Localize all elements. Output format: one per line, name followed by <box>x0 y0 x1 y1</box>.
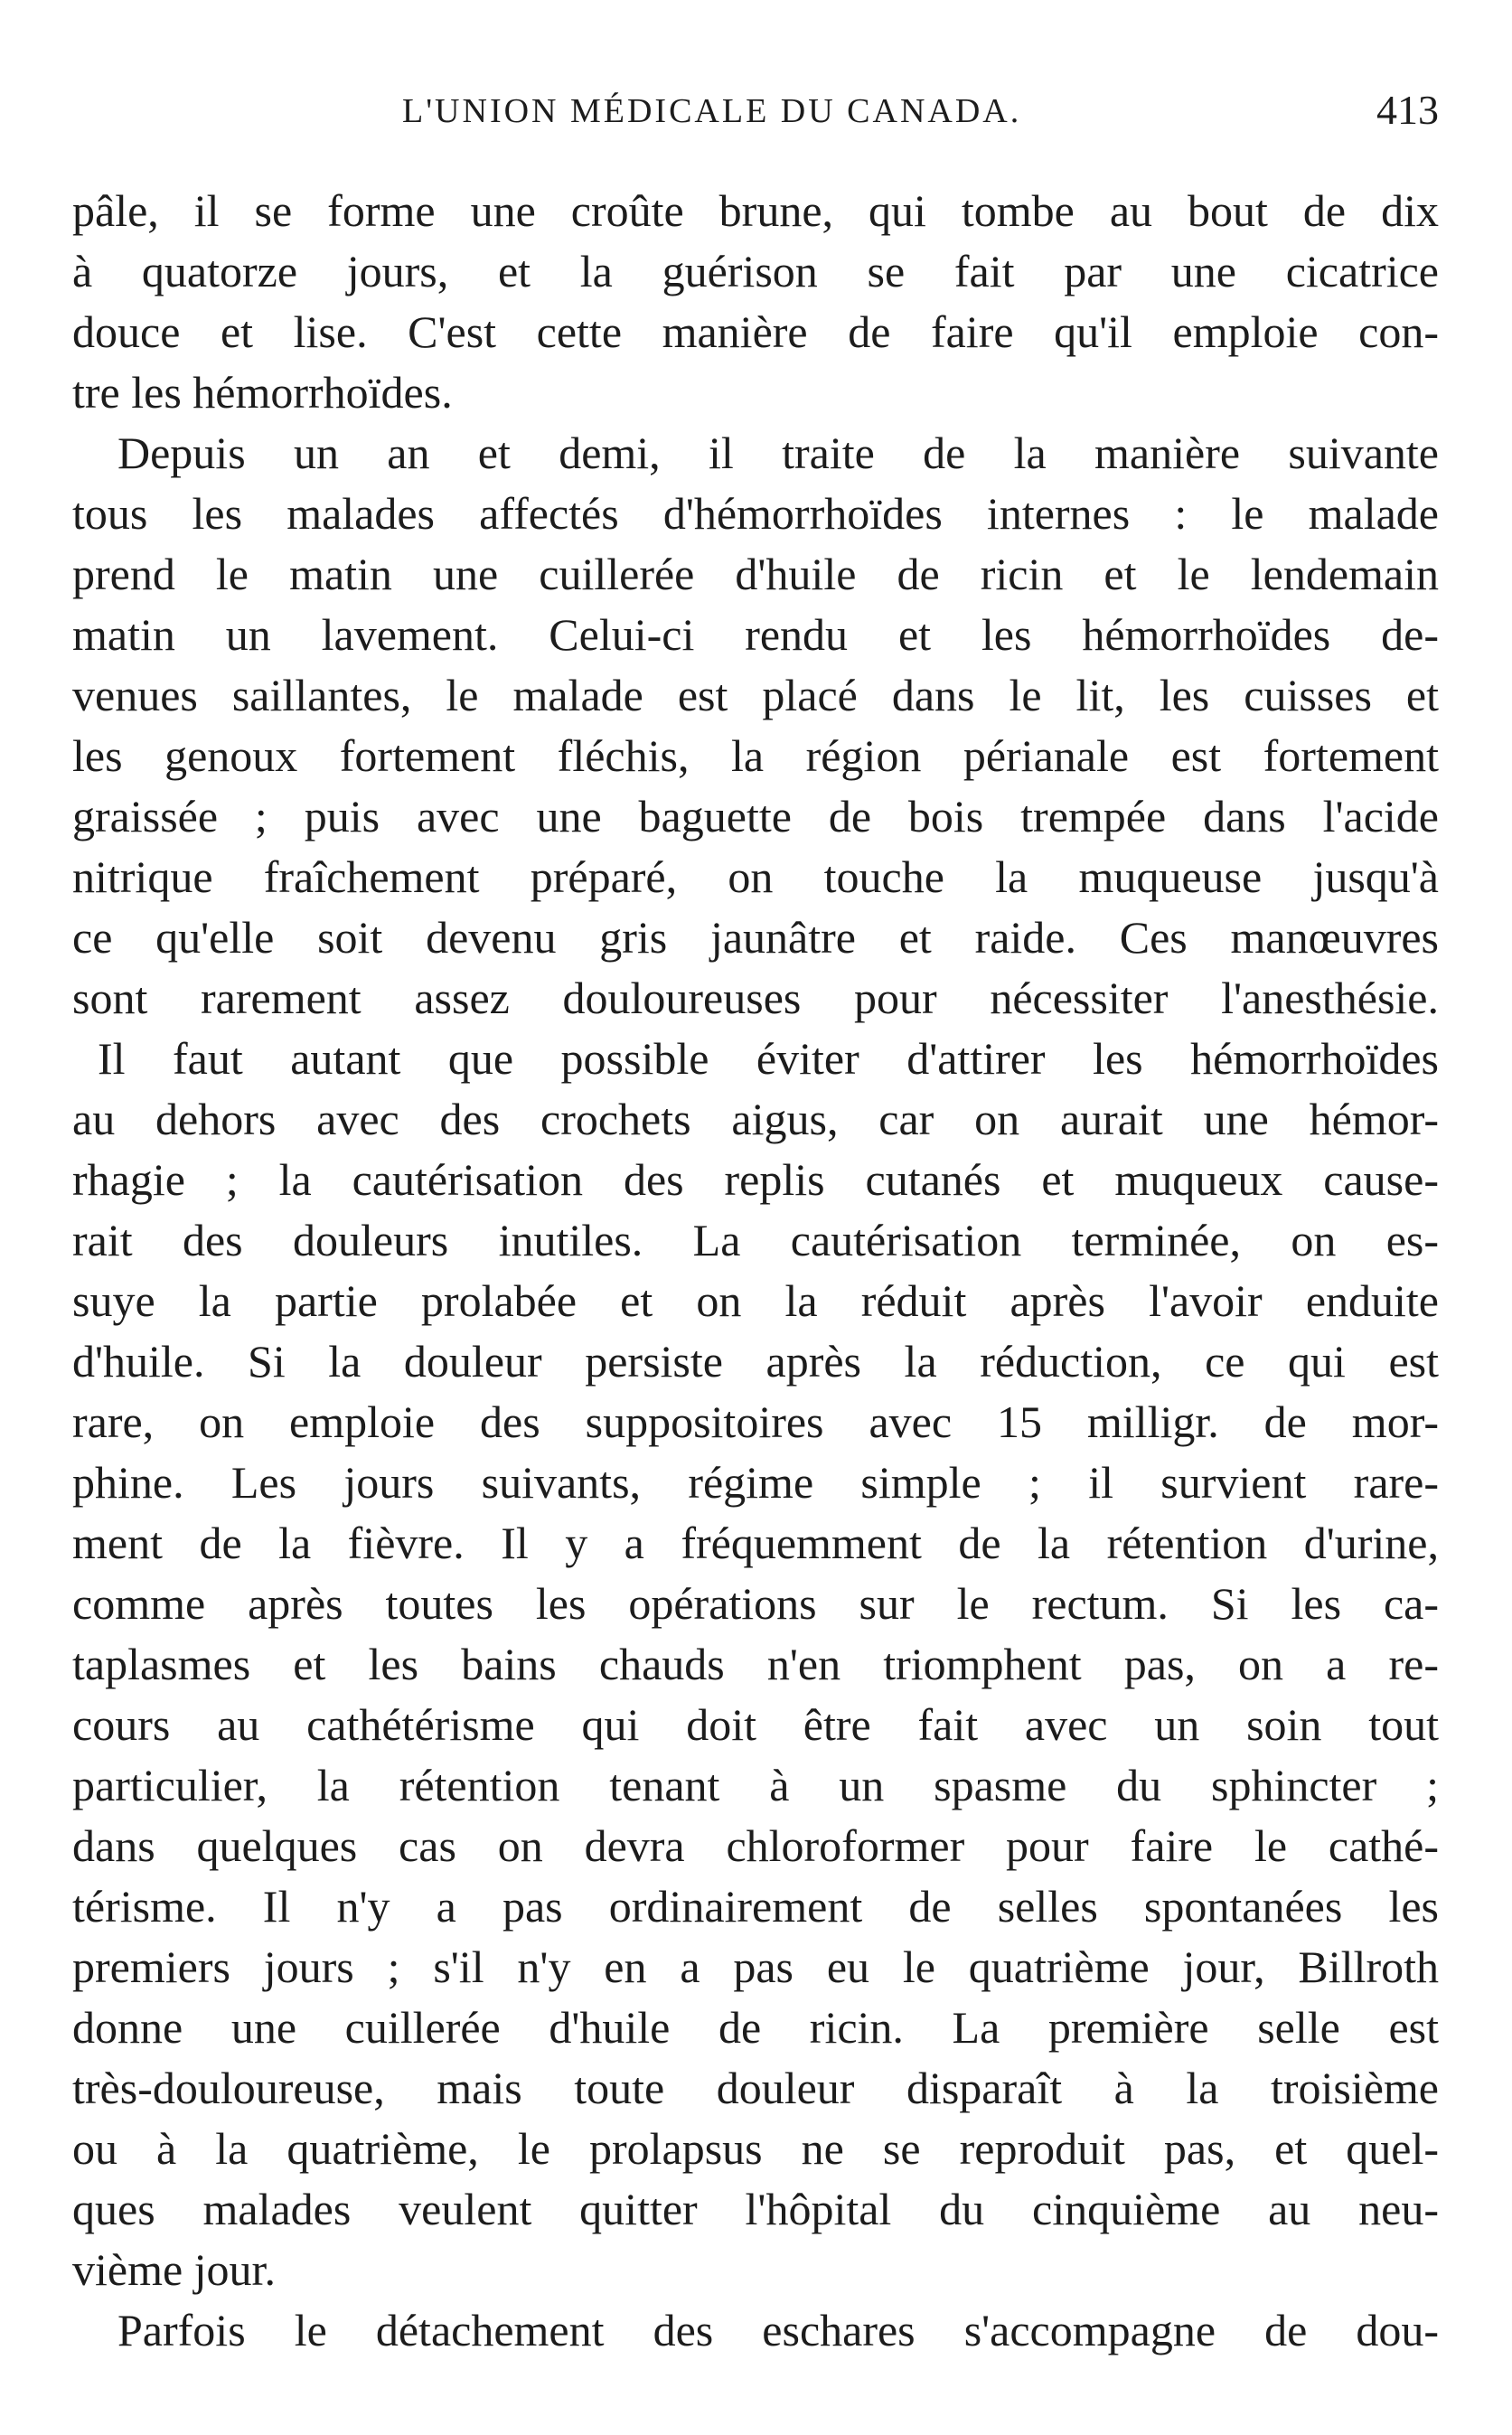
text-line: ou à la quatrième, le prolapsus ne se reproduit pas, et quel- <box>72 2123 1439 2174</box>
text-line: rhagie ; la cautérisation des replis cutanés et muqueux cause- <box>72 1154 1439 1205</box>
text-line: à quatorze jours, et la guérison se fait par une cicatrice <box>72 246 1439 296</box>
text-line: tous les malades affectés d'hémorrhoïdes internes : le malade <box>72 488 1439 539</box>
text-line: très-douloureuse, mais toute douleur disparaît à la troisième <box>72 2063 1439 2113</box>
text-line: ment de la fièvre. Il y a fréquemment de la rétention d'urine, <box>72 1518 1439 1568</box>
running-head <box>72 86 1439 140</box>
text-line: comme après toutes les opérations sur le rectum. Si les ca- <box>72 1578 1439 1629</box>
body-text <box>72 181 1439 2361</box>
text-line: prend le matin une cuillerée d'huile de ricin et le lendemain <box>72 549 1439 599</box>
text-line: les genoux fortement fléchis, la région périanale est fortement <box>72 730 1439 781</box>
text-line: ques malades veulent quitter l'hôpital du cinquième au neu- <box>72 2184 1439 2234</box>
text-line: tre les hémorrhoïdes. <box>72 367 453 418</box>
text-line: suye la partie prolabée et on la réduit après l'avoir enduite <box>72 1275 1439 1326</box>
text-line: taplasmes et les bains chauds n'en triomphent pas, on a re- <box>72 1639 1439 1689</box>
text-line: au dehors avec des crochets aigus, car on aurait une hémor- <box>72 1094 1439 1144</box>
text-line: particulier, la rétention tenant à un spasme du sphincter ; <box>72 1760 1439 1810</box>
journal-title: L'UNION MÉDICALE DU CANADA. <box>402 92 1022 130</box>
text-line: donne une cuillerée d'huile de ricin. La première selle est <box>72 2002 1439 2053</box>
text-line: douce et lise. C'est cette manière de faire qu'il emploie con- <box>72 306 1439 357</box>
text-line: Parfois le détachement des eschares s'accompagne de dou- <box>117 2305 1439 2355</box>
text-line: Il faut autant que possible éviter d'attirer les hémorrhoïdes <box>98 1033 1439 1084</box>
text-line: dans quelques cas on devra chloroformer pour faire le cathé- <box>72 1820 1439 1871</box>
text-line: pâle, il se forme une croûte brune, qui tombe au bout de dix <box>72 185 1439 236</box>
text-line: rare, on emploie des suppositoires avec 15 milligr. de mor- <box>72 1396 1439 1447</box>
text-line: rait des douleurs inutiles. La cautérisation terminée, on es- <box>72 1215 1439 1265</box>
text-line: sont rarement assez douloureuses pour nécessiter l'anesthésie. <box>72 973 1439 1023</box>
text-line: graissée ; puis avec une baguette de bois trempée dans l'acide <box>72 791 1439 841</box>
text-line: Depuis un an et demi, il traite de la manière suivante <box>117 428 1439 478</box>
text-line: nitrique fraîchement préparé, on touche la muqueuse jusqu'à <box>72 851 1439 902</box>
text-line: matin un lavement. Celui-ci rendu et les hémorrhoïdes de- <box>72 609 1439 660</box>
text-line: premiers jours ; s'il n'y en a pas eu le quatrième jour, Billroth <box>72 1941 1439 1992</box>
text-line: cours au cathétérisme qui doit être fait avec un soin tout <box>72 1699 1439 1750</box>
text-line: vième jour. <box>72 2244 276 2295</box>
text-line: venues saillantes, le malade est placé dans le lit, les cuisses et <box>72 670 1439 720</box>
text-line: térisme. Il n'y a pas ordinairement de selles spontanées les <box>72 1881 1439 1932</box>
text-line: d'huile. Si la douleur persiste après la réduction, ce qui est <box>72 1336 1439 1387</box>
page-number: 413 <box>1376 87 1439 133</box>
text-line: ce qu'elle soit devenu gris jaunâtre et raide. Ces manœuvres <box>72 912 1439 963</box>
text-line: phine. Les jours suivants, régime simple ; il survient rare- <box>72 1457 1439 1508</box>
